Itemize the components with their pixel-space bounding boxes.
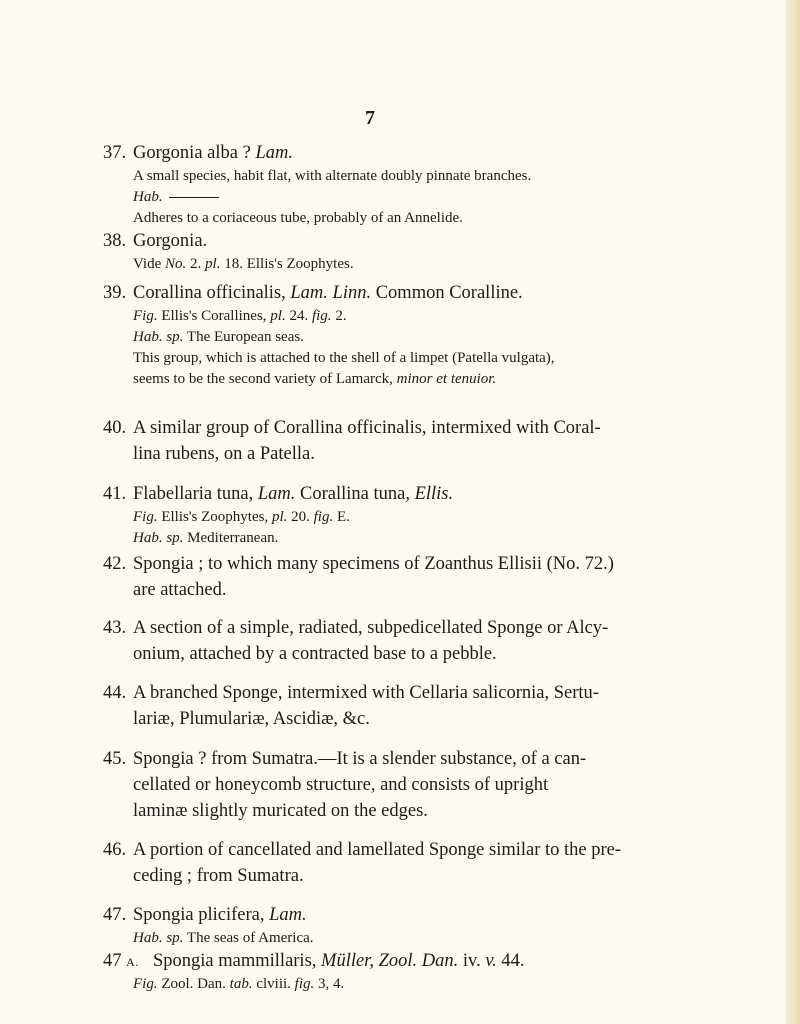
entry-description: A small species, habit flat, with alternate doubly pinnate branches. <box>133 168 532 184</box>
habitat-line: Hab. sp. Mediterranean. <box>133 530 279 546</box>
entry-number: 43. <box>103 618 127 638</box>
page-edge <box>786 0 800 1024</box>
entry-number: 44. <box>103 683 127 703</box>
habitat-line: Hab. sp. The European seas. <box>133 329 304 345</box>
entry-title: Gorgonia. <box>133 231 208 251</box>
entry-number: 39. <box>103 283 127 303</box>
figure-line: Fig. Zool. Dan. tab. clviii. fig. 3, 4. <box>133 976 345 992</box>
entry-text: Spongia ; to which many specimens of Zoanthus Ellisii (No. 72.) <box>133 554 614 574</box>
entry-number: 46. <box>103 840 127 860</box>
habitat-line: Hab. <box>133 187 743 208</box>
entry-text: Spongia ? from Sumatra.—It is a slender substance, of a can- <box>133 749 587 769</box>
entry-title: Corallina officinalis, Lam. Linn. Common Coralline. <box>133 283 523 303</box>
entry-title: Spongia plicifera, Lam. <box>133 905 307 925</box>
entry-number: 41. <box>103 484 127 504</box>
entry-number: 47 A. <box>103 951 139 971</box>
entry-text: cellated or honeycomb structure, and consists of upright <box>133 775 549 795</box>
entry-text: lariæ, Plumulariæ, Ascidiæ, &c. <box>133 709 370 729</box>
entry-text: onium, attached by a contracted base to a pebble. <box>133 644 497 664</box>
entry-37 <box>103 140 743 229</box>
entry-text: A similar group of Corallina officinalis, intermixed with Coral- <box>133 418 601 438</box>
figure-line: Fig. Ellis's Corallines, pl. 24. fig. 2. <box>133 308 347 324</box>
entry-41 <box>103 481 743 549</box>
entry-title: Spongia mammillaris, Müller, Zool. Dan. iv. v. 44. <box>153 951 525 971</box>
entry-45 <box>103 746 743 824</box>
entry-note: This group, which is attached to the shell of a limpet (Patella vulgata), <box>133 350 555 366</box>
habitat-line: Hab. sp. The seas of America. <box>133 930 314 946</box>
page-number: 7 <box>365 107 375 129</box>
entry-text: lina rubens, on a Patella. <box>133 444 315 464</box>
entry-44 <box>103 680 743 732</box>
entry-39 <box>103 280 743 390</box>
entry-title: Gorgonia alba ? Lam. <box>133 143 293 163</box>
entry-38 <box>103 228 743 275</box>
entry-47 <box>103 902 743 949</box>
entry-text: A portion of cancellated and lamellated Sponge similar to the pre- <box>133 840 622 860</box>
entry-number: 37. <box>103 143 127 163</box>
entry-47a <box>103 948 743 995</box>
entry-number: 38. <box>103 231 127 251</box>
entry-43 <box>103 615 743 667</box>
entry-text: ceding ; from Sumatra. <box>133 866 304 886</box>
figure-line: Fig. Ellis's Zoophytes, pl. 20. fig. E. <box>133 509 350 525</box>
entry-note: Adheres to a coriaceous tube, probably of an Annelide. <box>133 210 463 226</box>
entry-number: 42. <box>103 554 127 574</box>
entry-46 <box>103 837 743 889</box>
entry-text: A branched Sponge, intermixed with Cellaria salicornia, Sertu- <box>133 683 599 703</box>
entry-number: 47. <box>103 905 127 925</box>
entry-number: 40. <box>103 418 127 438</box>
entry-text: are attached. <box>133 580 227 600</box>
entry-text: laminæ slightly muricated on the edges. <box>133 801 428 821</box>
entry-title: Flabellaria tuna, Lam. Corallina tuna, Ellis. <box>133 484 454 504</box>
entry-42 <box>103 551 743 603</box>
reference-line: Vide No. 2. pl. 18. Ellis's Zoophytes. <box>133 256 354 272</box>
entry-note: seems to be the second variety of Lamarck, minor et tenuior. <box>133 371 497 387</box>
dash-rule <box>169 197 219 198</box>
entry-number: 45. <box>103 749 127 769</box>
entry-40 <box>103 415 743 467</box>
entry-text: A section of a simple, radiated, subpedicellated Sponge or Alcy- <box>133 618 609 638</box>
